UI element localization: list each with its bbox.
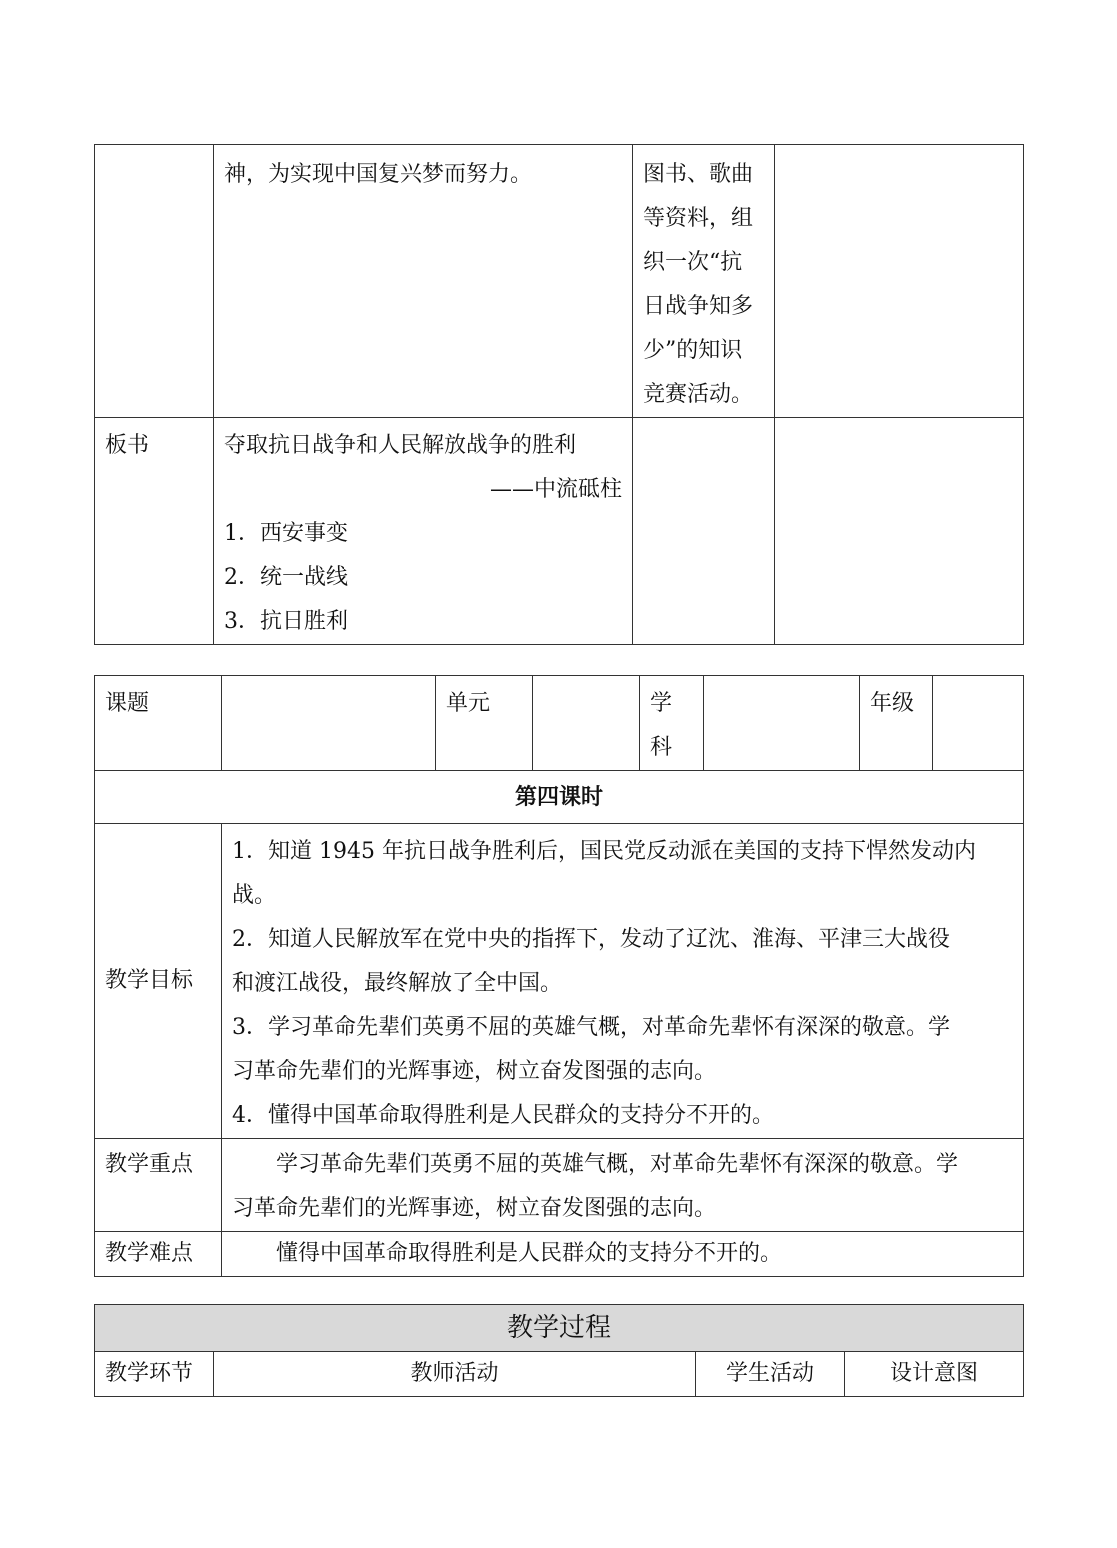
board-content-cell [214,418,633,645]
text-line: 竞赛活动。 [643,382,754,407]
goal-line: 4．懂得中国革命取得胜利是人民群众的支持分不开的。 [232,1103,774,1128]
key-points-label: 教学重点 [95,1139,222,1232]
goals-row [95,824,1024,1139]
goal-line: 2．知道人民解放军在党中央的指挥下，发动了辽沈、淮海、平津三大战役 [232,927,950,952]
topic-label: 课题 [95,676,222,771]
resource-cell [633,145,775,418]
lesson-plan-table [94,675,1024,1277]
lesson-title: 第四课时 [95,771,1024,824]
table-row [95,145,1024,418]
empty-cell [633,418,775,645]
content-cell [214,145,633,418]
text-line: 神，为实现中国复兴梦而努力。 [224,162,533,187]
empty-cell [775,145,1024,418]
lesson-continuation-table [94,144,1024,645]
difficulties-content [222,1232,1024,1277]
header-cell: 学生活动 [696,1352,845,1397]
text-line: 懂得中国革命取得胜利是人民群众的支持分不开的。 [276,1241,783,1266]
process-header-row [95,1352,1024,1397]
goals-label: 教学目标 [95,824,222,1139]
text-line: 习革命先辈们的光辉事迹，树立奋发图强的志向。 [232,1196,717,1221]
empty-cell [775,418,1024,645]
text-line: 织一次“抗 [643,250,743,275]
difficulties-label: 教学难点 [95,1232,222,1277]
header-row [95,676,1024,771]
topic-value [222,676,436,771]
grade-value [933,676,1024,771]
board-item: 1．西安事变 [224,521,348,546]
text-line: 少”的知识 [643,338,743,363]
goal-line: 1．知道 1945 年抗日战争胜利后，国民党反动派在美国的支持下悍然发动内 [232,839,976,864]
row-label: 板书 [95,418,214,645]
teaching-process-table [94,1304,1024,1397]
process-title: 教学过程 [95,1305,1024,1352]
empty-cell [95,145,214,418]
goal-line: 习革命先辈们的光辉事迹，树立奋发图强的志向。 [232,1059,717,1084]
goals-content [222,824,1024,1139]
subject-label: 学 科 [640,676,704,771]
subject-value [704,676,860,771]
board-item: 3．抗日胜利 [224,609,348,634]
key-points-row [95,1139,1024,1232]
key-points-content [222,1139,1024,1232]
text-line: 图书、歌曲 [643,162,754,187]
header-cell: 教师活动 [214,1352,696,1397]
process-title-row [95,1305,1024,1352]
goal-line: 和渡江战役，最终解放了全中国。 [232,971,563,996]
unit-value [533,676,640,771]
header-cell: 教学环节 [95,1352,214,1397]
board-item: 2．统一战线 [224,565,348,590]
grade-label: 年级 [860,676,933,771]
board-subtitle: ——中流砥柱 [489,477,622,502]
unit-label: 单元 [436,676,533,771]
header-cell: 设计意图 [845,1352,1024,1397]
difficulties-row [95,1232,1024,1277]
text-line: 等资料，组 [643,206,754,231]
lesson-title-row [95,771,1024,824]
goal-line: 3．学习革命先辈们英勇不屈的英雄气概，对革命先辈怀有深深的敬意。学 [232,1015,950,1040]
goal-line: 战。 [232,883,277,908]
board-title: 夺取抗日战争和人民解放战争的胜利 [224,433,577,458]
text-line: 学习革命先辈们英勇不屈的英雄气概，对革命先辈怀有深深的敬意。学 [276,1152,959,1177]
table-row [95,418,1024,645]
text-line: 日战争知多 [643,294,754,319]
